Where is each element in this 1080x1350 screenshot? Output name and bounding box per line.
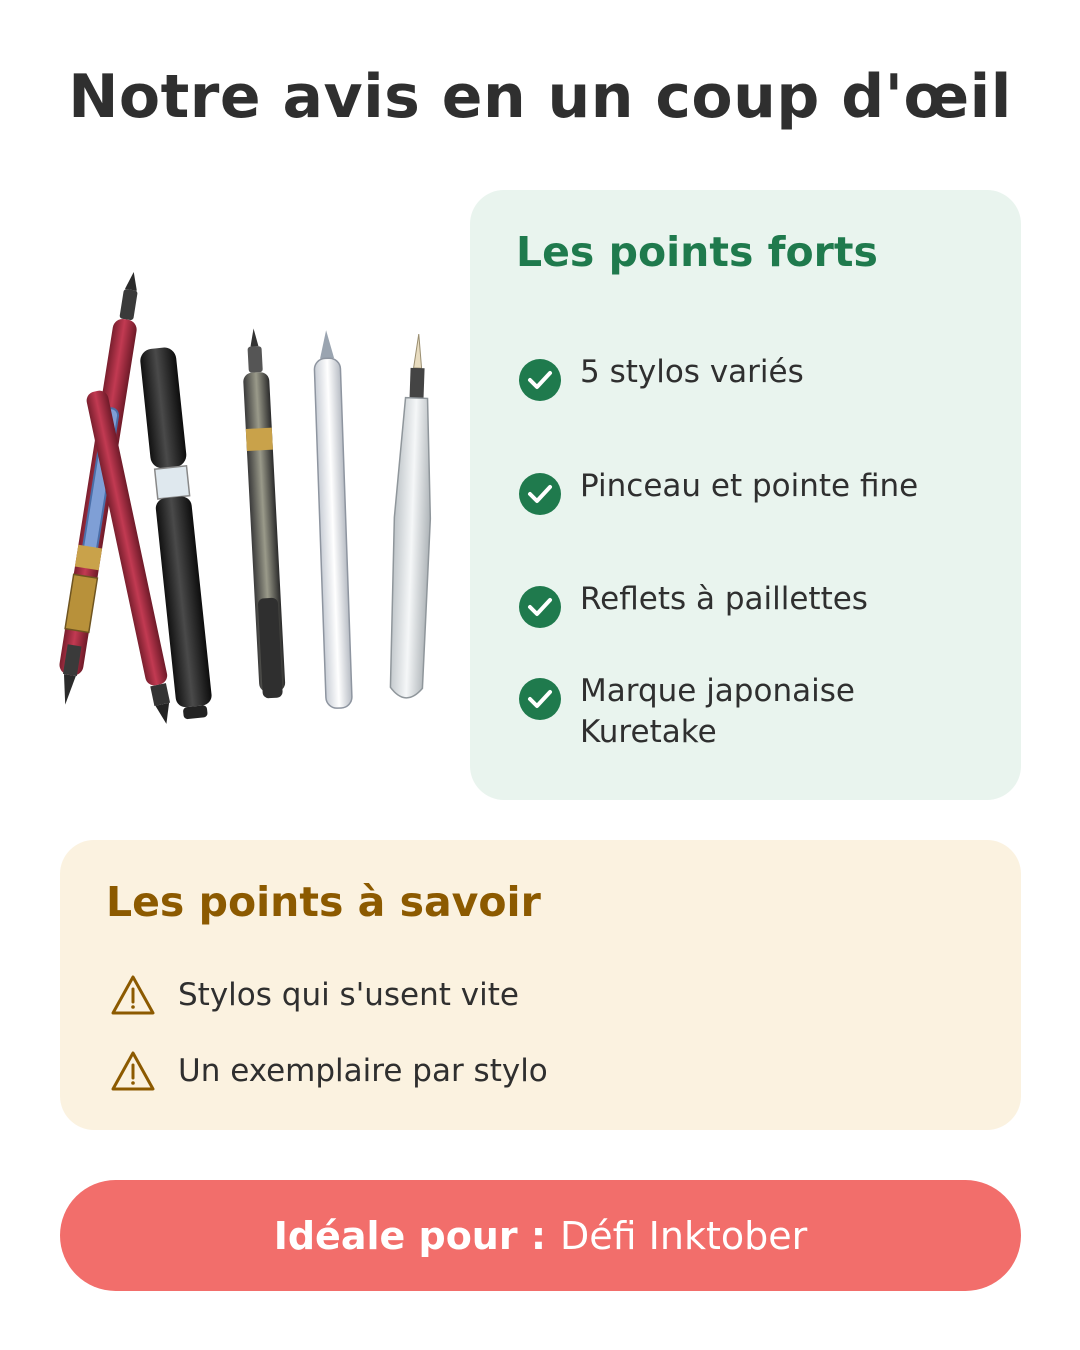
- check-circle-icon: [518, 585, 562, 629]
- know-item: [110, 974, 519, 1016]
- strengths-title: Les points forts: [516, 228, 878, 276]
- strength-label: Reflets à paillettes: [580, 581, 868, 617]
- strength-label: Marque japonaise Kuretake: [580, 673, 855, 750]
- know-card: [60, 840, 1021, 1130]
- ideal-for-label: Idéale pour :: [273, 1213, 547, 1258]
- ideal-for-value: Défi Inktober: [560, 1213, 808, 1258]
- strength-item: [518, 671, 910, 753]
- check-circle-icon: [518, 472, 562, 516]
- know-item: [110, 1050, 548, 1092]
- pens-illustration: [58, 268, 448, 724]
- white-pen: [313, 330, 352, 709]
- grey-pen: [241, 328, 286, 699]
- strength-item: [518, 579, 960, 629]
- strengths-card: [470, 190, 1021, 800]
- know-title: Les points à savoir: [106, 878, 541, 926]
- know-label: Un exemplaire par stylo: [178, 1053, 548, 1089]
- warning-triangle-icon: [110, 974, 156, 1016]
- warning-triangle-icon: [110, 1050, 156, 1092]
- check-circle-icon: [518, 358, 562, 402]
- strength-label: Pinceau et pointe fine: [580, 468, 919, 504]
- know-label: Stylos qui s'usent vite: [178, 977, 519, 1013]
- check-circle-icon: [518, 677, 562, 721]
- strength-label: 5 stylos variés: [580, 354, 804, 390]
- strength-item: [518, 466, 960, 516]
- clear-pen: [388, 333, 437, 698]
- ideal-for-banner: [60, 1180, 1021, 1291]
- page-title: Notre avis en un coup d'œil: [68, 62, 1012, 132]
- strength-item: [518, 352, 960, 402]
